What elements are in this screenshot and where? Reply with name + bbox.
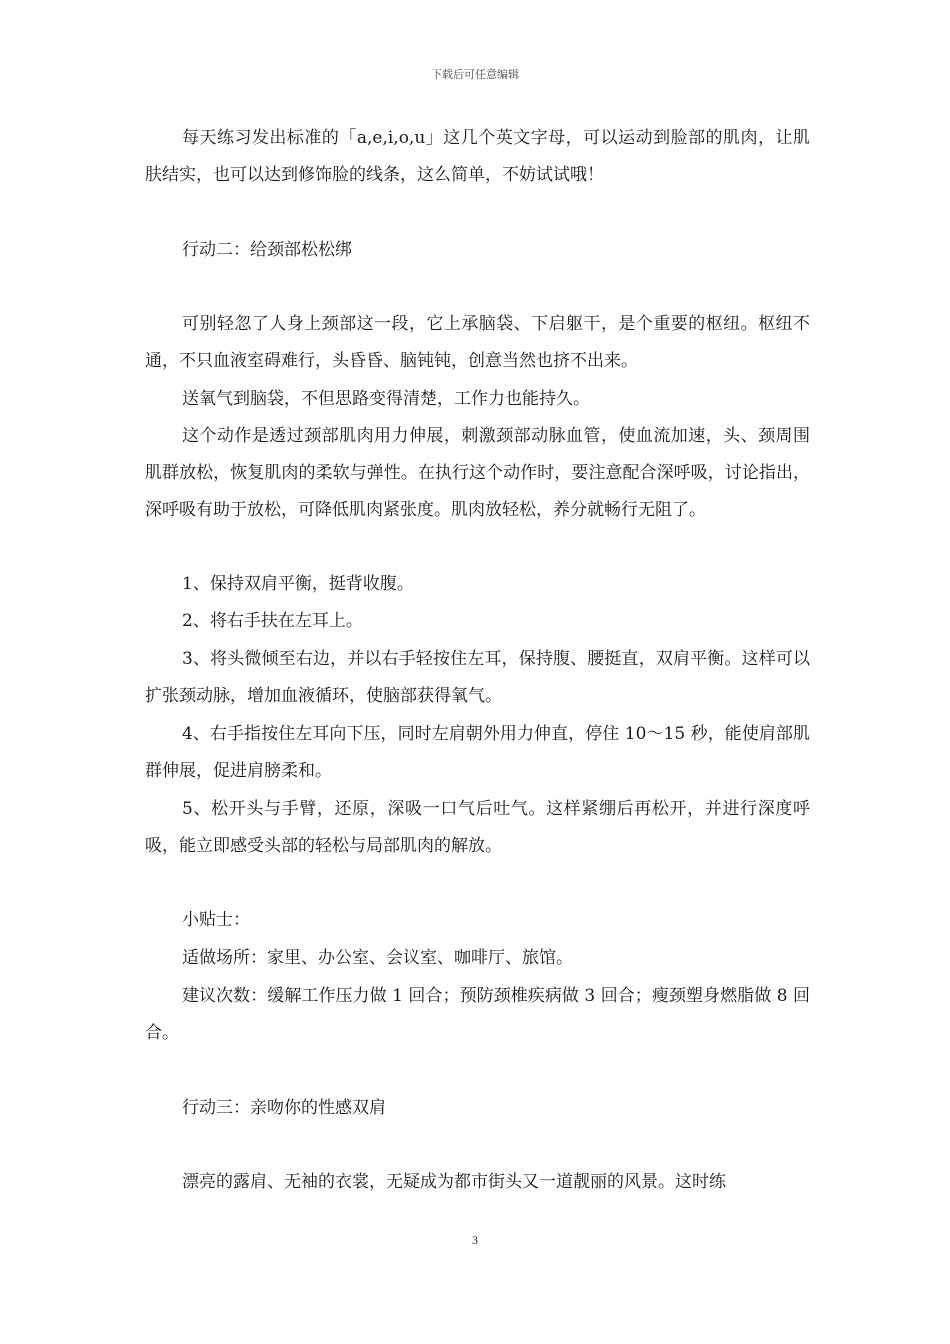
page-header: 下载后可任意编辑 bbox=[431, 68, 519, 81]
paragraph-aeiou: 每天练习发出标准的「a,e,i,o,u」这几个英文字母，可以运动到脸部的肌肉，让肌肤结实，也可以达到修饰脸的线条，这么简单，不妨试试哦！ bbox=[145, 128, 810, 185]
paragraph-shoulders: 漂亮的露肩、无袖的衣裳，无疑成为都市街头又一道靓丽的风景。这时练 bbox=[182, 1172, 726, 1192]
paragraph-stretch-description: 这个动作是透过颈部肌肉用力伸展，刺激颈部动脉血管，使血流加速，头、颈周围肌群放松，恢复肌肉的柔软与弹性。在执行这个动作时，要注意配合深呼吸，讨论指出，深呼吸有助于放松，可降低肌肉紧张度。肌肉放轻松，养分就畅行无阻了。 bbox=[145, 426, 810, 520]
heading-action-three: 行动三：亲吻你的性感双肩 bbox=[182, 1098, 386, 1118]
step-5: 5、松开头与手臂，还原，深吸一口气后吐气。这样紧绷后再松开，并进行深度呼吸，能立即感受头部的轻松与局部肌肉的解放。 bbox=[145, 799, 810, 856]
heading-action-two: 行动二：给颈部松松绑 bbox=[182, 240, 352, 260]
page-number: 3 bbox=[472, 1233, 478, 1247]
step-1: 1、保持双肩平衡，挺背收腹。 bbox=[182, 574, 414, 594]
tips-counts: 建议次数：缓解工作压力做 1 回合；预防颈椎疾病做 3 回合；瘦颈塑身燃脂做 8 回合。 bbox=[145, 986, 810, 1043]
tips-places: 适做场所：家里、办公室、会议室、咖啡厅、旅馆。 bbox=[182, 948, 573, 968]
step-3: 3、将头微倾至右边，并以右手轻按住左耳，保持腹、腰挺直，双肩平衡。这样可以扩张颈动脉，增加血液循环，使脑部获得氧气。 bbox=[145, 649, 810, 706]
tips-heading: 小贴士： bbox=[182, 910, 250, 930]
paragraph-oxygen: 送氧气到脑袋，不但思路变得清楚，工作力也能持久。 bbox=[182, 389, 590, 409]
paragraph-neck-hub: 可别轻忽了人身上颈部这一段，它上承脑袋、下启躯干，是个重要的枢纽。枢纽不通，不只血液室碍难行，头昏昏、脑钝钝，创意当然也挤不出来。 bbox=[145, 314, 810, 371]
step-2: 2、将右手扶在左耳上。 bbox=[182, 611, 363, 631]
step-4: 4、右手指按住左耳向下压，同时左肩朝外用力伸直，停住 10～15 秒，能使肩部肌群伸展，促进肩膀柔和。 bbox=[145, 724, 810, 781]
